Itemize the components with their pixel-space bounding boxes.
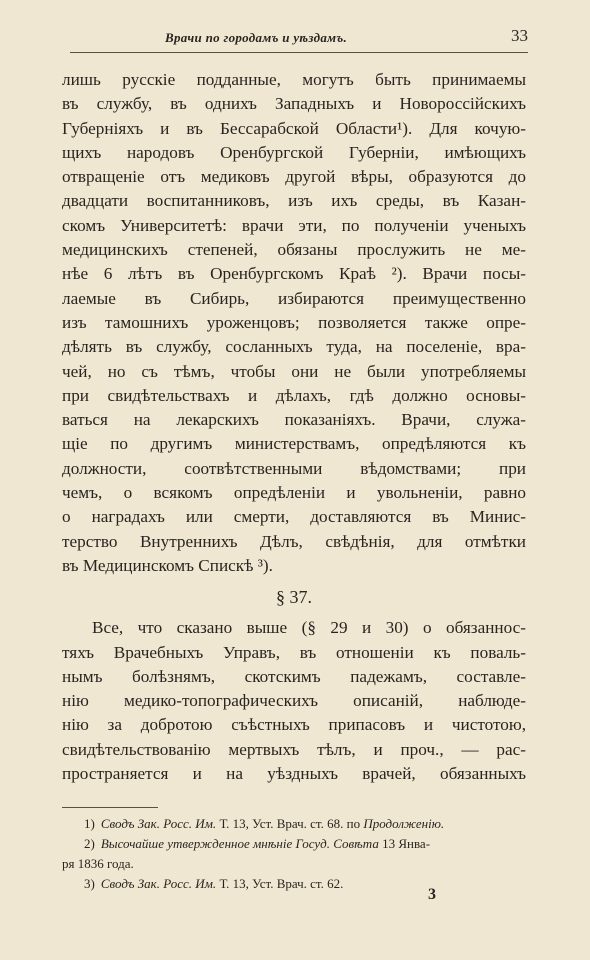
text-line: Все, что сказано выше (§ 29 и 30) о обязаннос- [92,618,526,638]
text-line: чей, но съ тѣмъ, чтобы они не были употребляемы [62,361,526,381]
text-line: пространяется и на уѣздныхъ врачей, обязанныхъ [62,764,526,784]
text-line: нію медико-топографическихъ описаній, наблюде- [62,691,526,711]
page-number: 33 [511,26,528,45]
footnote-num: 3) [84,876,95,891]
footnote-rule [62,807,158,808]
text-line: чемъ, о всякомъ опредѣленіи и увольненіи, равно [62,483,526,503]
text-line: въ Медицинскомъ Спискѣ ³). [62,555,273,575]
footnote-italic: Сводъ Зак. Росс. Им. [100,816,217,831]
footnote-italic: Высочайше утвержденное мнѣніе Госуд. Совѣта [100,836,379,851]
page-header [70,26,528,50]
text-line: должности, соотвѣтственными вѣдомствами; при [62,458,526,478]
paragraph-1 [62,68,526,578]
footnotes [62,814,526,894]
text-line: лаемые въ Сибирь, избираются преимущественно [62,288,526,308]
text-line: свидѣтельствованію мертвыхъ тѣлъ, и проч., — рас- [62,739,526,759]
footnote-rest: ря 1836 года. [62,856,134,871]
text-line: щіе по другимъ министерствамъ, опредѣляются къ [62,434,526,454]
footnote [62,874,526,894]
text-line: медицинскихъ степеней, обязаны прослужить не ме- [62,240,526,260]
paragraph-2 [62,616,526,786]
text-line: въ службу, въ однихъ Западныхъ и Новороссійскихъ [62,94,526,114]
text-line: дѣлять въ службу, сосланныхъ туда, на поселеніе, вра- [62,337,526,357]
running-title: Врачи по городамъ и уѣздамъ. [165,30,348,45]
text-line: терство Внутреннихъ Дѣлъ, свѣдѣнія, для отмѣтки [62,531,526,551]
text-line: лишь русскіе подданные, могутъ быть принимаемы [62,70,526,89]
footnote-num: 1) [84,816,95,831]
text-line: щихъ народовъ Оренбургской Губерніи, имѣющихъ [62,142,526,162]
text-line: ваться на лекарскихъ показаніяхъ. Врачи, служа- [62,410,526,430]
text-line: при свидѣтельствахъ и дѣлахъ, гдѣ должно основы- [62,385,526,405]
text-line: скомъ Университетѣ: врачи эти, по полученіи ученыхъ [62,215,526,235]
signature-mark: 3 [428,886,436,903]
footnote [62,814,526,834]
text-line: двадцати воспитанниковъ, изъ ихъ среды, въ Казан- [62,191,526,211]
footnote-rest: Т. 13, Уст. Врач. ст. 68. по [216,816,364,831]
section-heading: § 37. [276,587,312,608]
text-line: отвращеніе отъ медиковъ другой вѣры, образуются до [62,167,526,187]
header-rule [70,52,528,53]
text-line: нѣе 6 лѣтъ въ Оренбургскомъ Краѣ ²). Врачи посы- [62,264,526,284]
text-line: нію за добротою съѣстныхъ припасовъ и чистотою, [62,715,526,735]
text-line: о наградахъ или смерти, доставляются въ Минис- [62,507,526,527]
text-line: Губерніяхъ и въ Бессарабской Области¹). Для кочую- [62,118,526,138]
body-text [62,68,526,786]
text-line: изъ тамошнихъ уроженцовъ; позволяется также опре- [62,312,526,332]
footnote [62,834,526,854]
footnote-num: 2) [84,836,95,851]
footnote-rest: 13 Янва- [378,836,431,851]
footnote [62,854,526,874]
footnote-italic: Сводъ Зак. Росс. Им. [100,876,217,891]
footnote-italic2: Продолженію. [363,816,445,831]
text-line: нымъ болѣзнямъ, скотскимъ падежамъ, составле- [62,666,526,686]
footnote-rest: Т. 13, Уст. Врач. ст. 62. [216,876,344,891]
text-line: тяхъ Врачебныхъ Управъ, въ отношеніи къ поваль- [62,642,526,662]
